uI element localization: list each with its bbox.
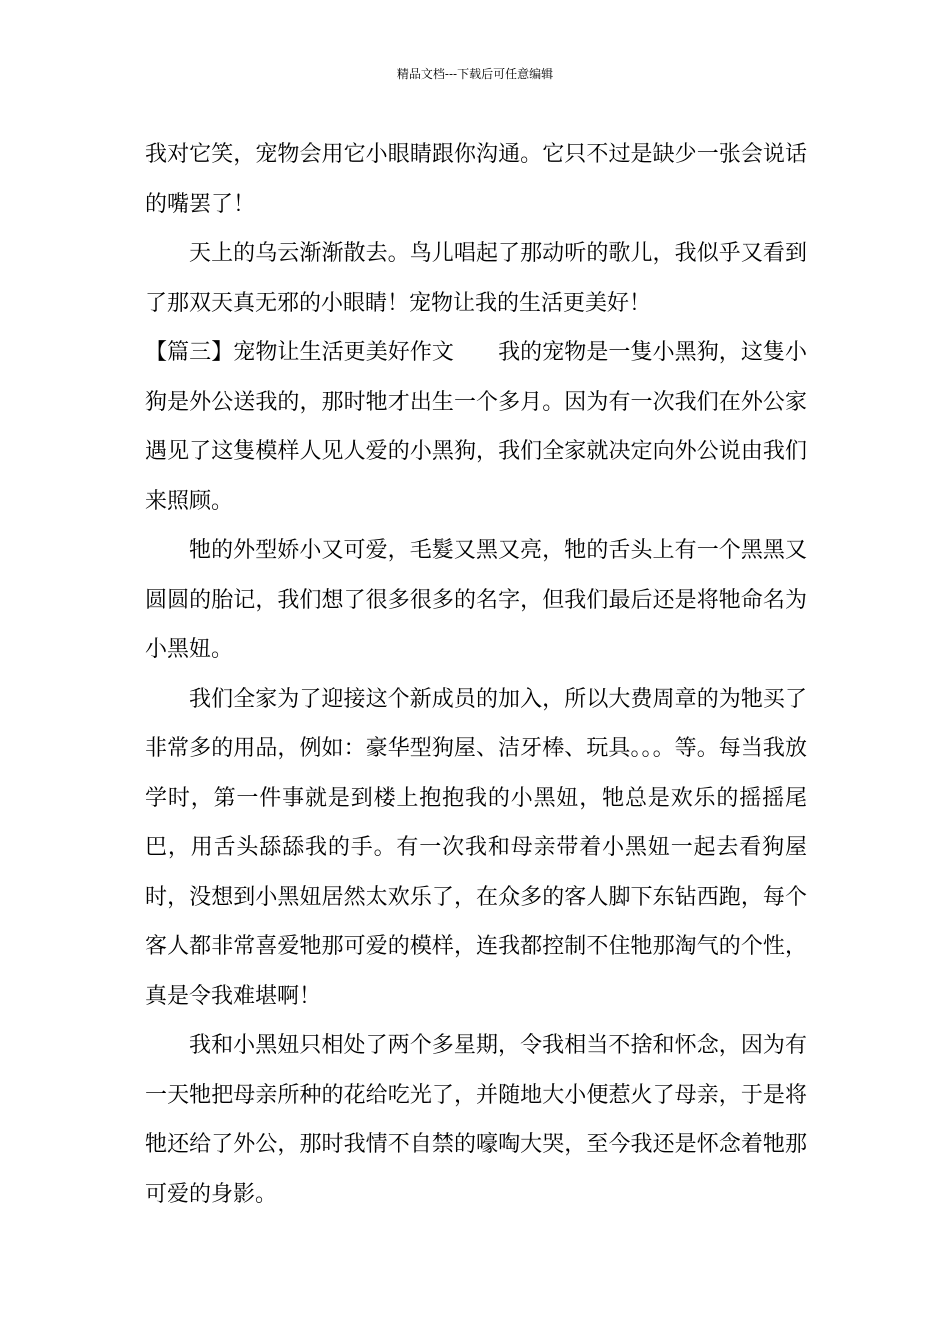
page-header: 精品文档---下载后可任意编辑 bbox=[396, 67, 554, 81]
document-body bbox=[145, 130, 807, 1219]
section-text: 我的宠物是一隻小黑狗，这隻小狗是外公送我的，那时牠才出生一个多月。因为有一次我们在外公家遇见了这隻模样人见人爱的小黑狗，我们全家就决定向外公说由我们来照顾。 bbox=[145, 340, 807, 514]
paragraph-2: 天上的乌云渐渐散去。鸟儿唱起了那动听的歌儿，我似乎又看到了那双天真无邪的小眼睛！宠物让我的生活更美好！ bbox=[145, 241, 807, 316]
paragraph-4: 我们全家为了迎接这个新成员的加入，所以大费周章的为牠买了非常多的用品，例如：豪华型狗屋、洁牙棒、玩具。。。等。每当我放学时，第一件事就是到楼上抱抱我的小黑妞，牠总是欢乐的摇摇尾巴，用舌头舔舔我的手。有一次我和母亲带着小黑妞一起去看狗屋时，没想到小黑妞居然太欢乐了，在众多的客人脚下东钻西跑，每个客人都非常喜爱牠那可爱的模样，连我都控制不住牠那淘气的个性，真是令我难堪啊！ bbox=[145, 686, 807, 1009]
paragraph-5: 我和小黑妞只相处了两个多星期，令我相当不捨和怀念，因为有一天牠把母亲所种的花给吃光了，并随地大小便惹火了母亲，于是将牠还给了外公，那时我情不自禁的嚎啕大哭，至今我还是怀念着牠那可爱的身影。 bbox=[145, 1033, 807, 1207]
section-paragraph bbox=[145, 328, 807, 526]
paragraph-3: 牠的外型娇小又可爱，毛髮又黑又亮，牠的舌头上有一个黑黑又圆圆的胎记，我们想了很多很多的名字，但我们最后还是将牠命名为小黑妞。 bbox=[145, 538, 807, 662]
paragraph-1: 我对它笑，宠物会用它小眼睛跟你沟通。它只不过是缺少一张会说话的嘴罢了！ bbox=[145, 142, 807, 217]
section-title: 【篇三】宠物让生活更美好作文 bbox=[145, 340, 454, 365]
